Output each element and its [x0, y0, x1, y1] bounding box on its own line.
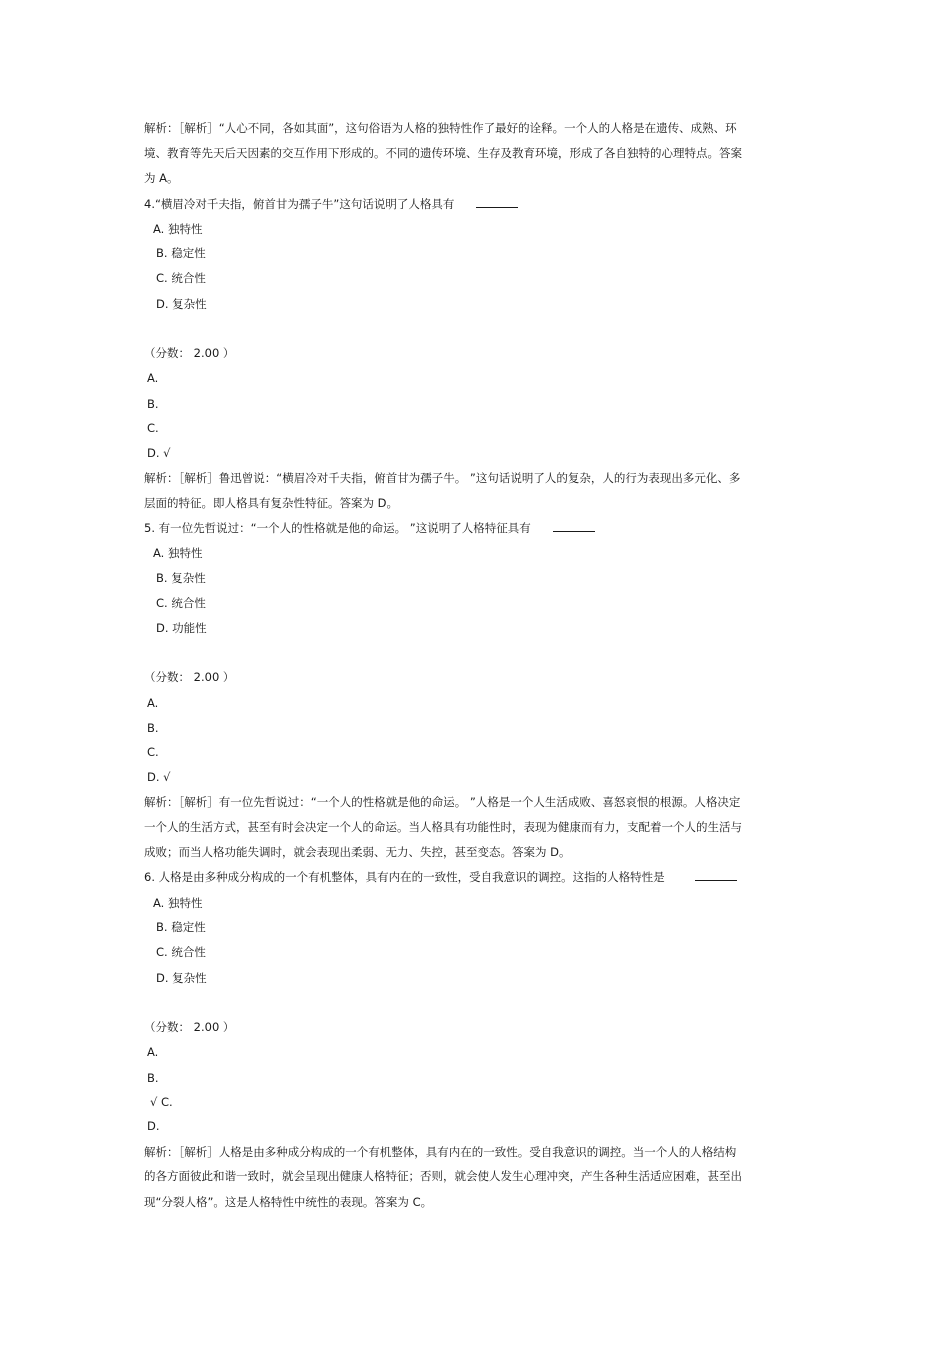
question-4-stem — [144, 196, 518, 212]
question-6-stem — [144, 869, 737, 885]
analysis-line: 解析：［解析］鲁迅曾说：“横眉冷对千夫指，俯首甘为孺子牛。 ”这句话说明了人的复杂，人的行为表现出多元化、多 — [144, 471, 741, 485]
analysis-line: 解析：［解析］“人心不同，各如其面”，这句俗语为人格的独特性作了最好的诠释。一个人的人格是在遗传、成熟、环 — [144, 121, 737, 135]
answer-blank — [695, 871, 737, 881]
analysis-line: 的各方面彼此和谐一致时，就会呈现出健康人格特征；否则，就会使人发生心理冲突，产生各种生活适应困难，甚至出 — [144, 1169, 742, 1183]
answer-d: D. — [147, 1119, 160, 1133]
option-b: B. 稳定性 — [156, 246, 206, 260]
option-b: B. 复杂性 — [156, 571, 206, 585]
answer-b: B. — [147, 1071, 159, 1085]
option-c: C. 统合性 — [156, 596, 206, 610]
option-d: D. 复杂性 — [156, 297, 207, 311]
option-d: D. 复杂性 — [156, 971, 207, 985]
option-d: D. 功能性 — [156, 621, 207, 635]
analysis-line: 一个人的生活方式，甚至有时会决定一个人的命运。当人格具有功能性时，表现为健康而有力，支配着一个人的生活与 — [144, 820, 742, 834]
score-label: （分数： 2.00 ） — [144, 346, 235, 360]
answer-a: A. — [147, 696, 159, 710]
analysis-line: 成败；而当人格功能失调时，就会表现出柔弱、无力、失控，甚至变态。答案为 D。 — [144, 845, 571, 859]
question-stem-text: 4.“横眉冷对千夫指，俯首甘为孺子牛”这句话说明了人格具有 — [144, 197, 455, 211]
analysis-line: 现“分裂人格”。这是人格特性中统性的表现。答案为 C。 — [144, 1195, 433, 1209]
option-c: C. 统合性 — [156, 945, 206, 959]
answer-d: D. √ — [147, 446, 171, 460]
answer-b: B. — [147, 397, 159, 411]
analysis-line: 为 A。 — [144, 171, 179, 185]
analysis-line: 解析：［解析］有一位先哲说过：“一个人的性格就是他的命运。 ”人格是一个人生活成败、喜怒哀恨的根源。人格决定 — [144, 795, 741, 809]
option-a: A. 独特性 — [153, 222, 203, 236]
answer-c: √ C. — [150, 1095, 173, 1109]
answer-blank — [553, 522, 595, 532]
answer-a: A. — [147, 1045, 159, 1059]
answer-blank — [476, 198, 518, 208]
analysis-line: 境、教育等先天后天因素的交互作用下形成的。不同的遗传环境、生存及教育环境，形成了各自独特的心理特点。答案 — [144, 146, 742, 160]
option-c: C. 统合性 — [156, 271, 206, 285]
option-a: A. 独特性 — [153, 896, 203, 910]
answer-c: C. — [147, 421, 159, 435]
score-label: （分数： 2.00 ） — [144, 1020, 235, 1034]
answer-c: C. — [147, 745, 159, 759]
score-label: （分数： 2.00 ） — [144, 670, 235, 684]
question-stem-text: 5. 有一位先哲说过：“一个人的性格就是他的命运。 ”这说明了人格特征具有 — [144, 521, 531, 535]
answer-b: B. — [147, 721, 159, 735]
option-b: B. 稳定性 — [156, 920, 206, 934]
question-stem-text: 6. 人格是由多种成分构成的一个有机整体，具有内在的一致性，受自我意识的调控。这指的人格特性是 — [144, 870, 665, 884]
question-5-stem — [144, 520, 595, 536]
answer-a: A. — [147, 371, 159, 385]
analysis-line: 解析：［解析］人格是由多种成分构成的一个有机整体，具有内在的一致性。受自我意识的调控。当一个人的人格结构 — [144, 1145, 737, 1159]
answer-d: D. √ — [147, 770, 171, 784]
option-a: A. 独特性 — [153, 546, 203, 560]
analysis-line: 层面的特征。即人格具有复杂性特征。答案为 D。 — [144, 496, 399, 510]
